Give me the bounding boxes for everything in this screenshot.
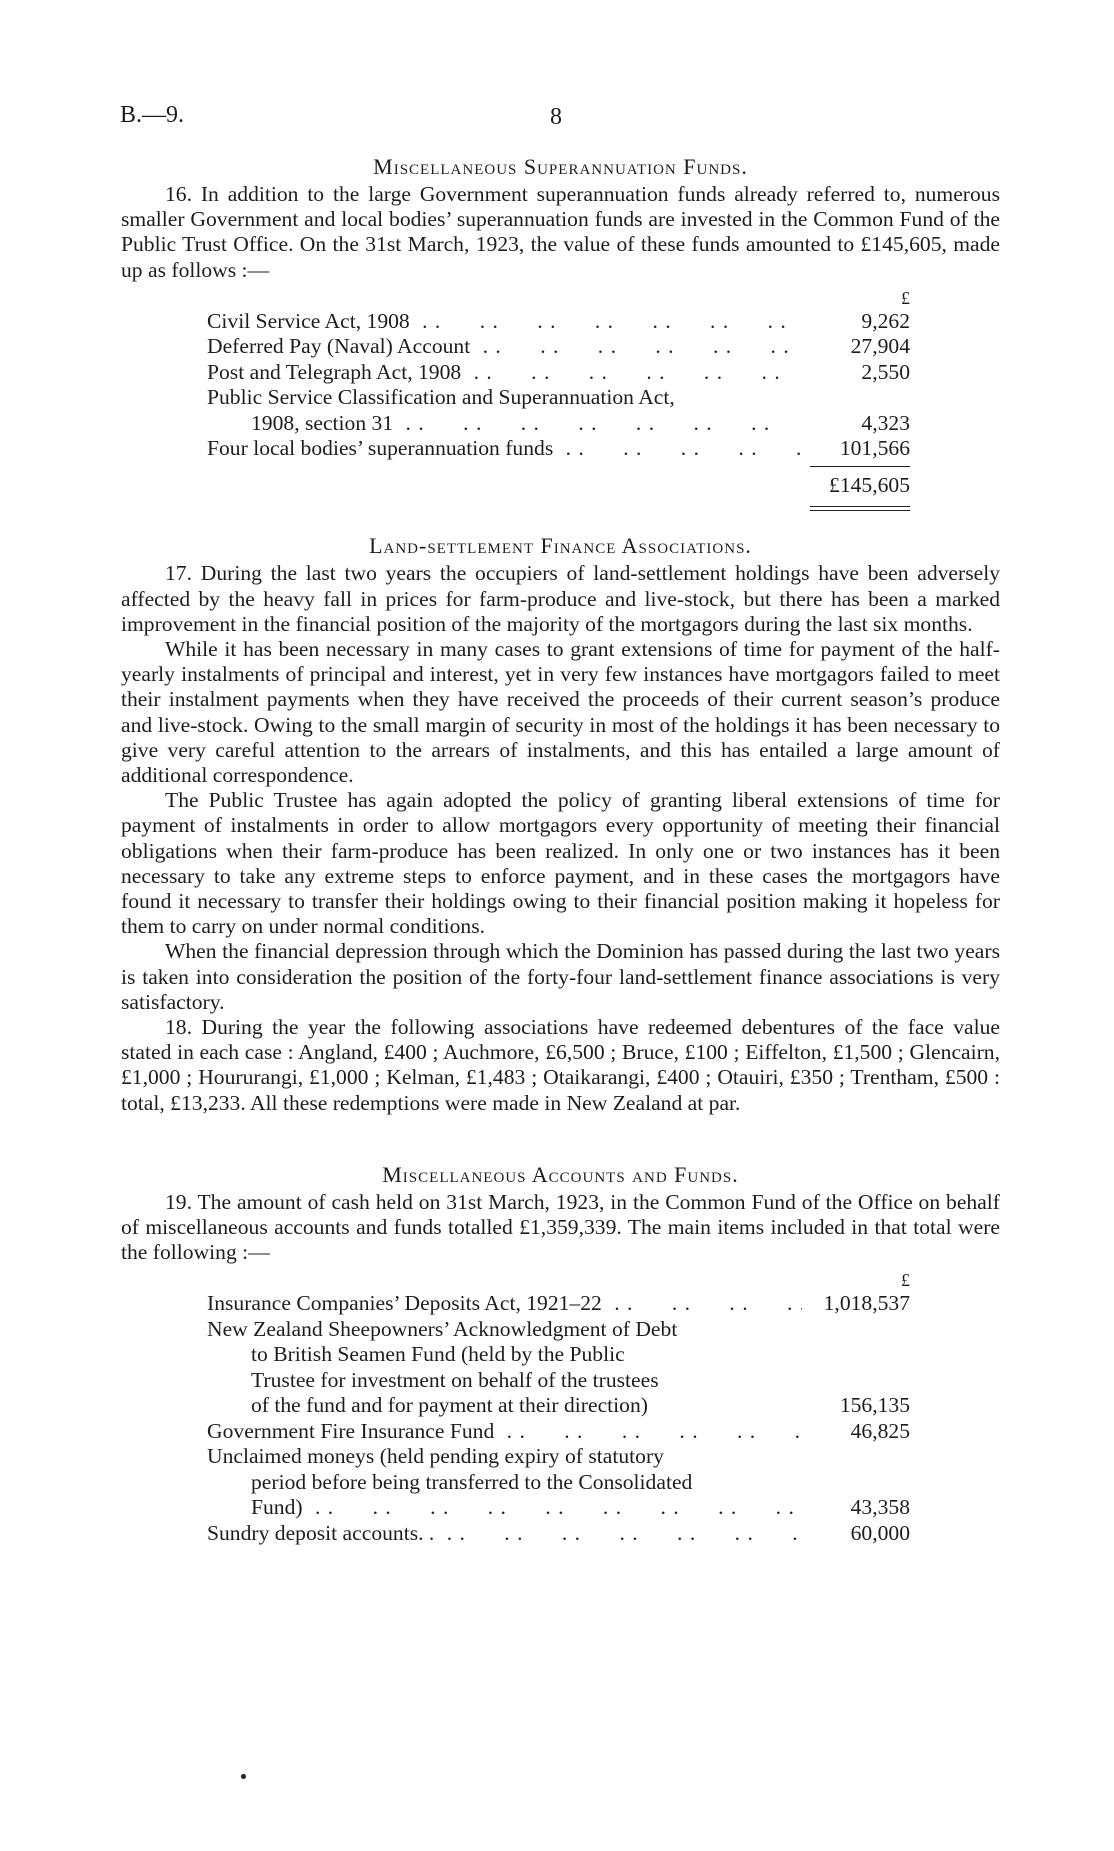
- currency-symbol: £: [901, 287, 910, 308]
- total-amount: £145,605: [829, 472, 910, 497]
- row-label: Sundry deposit accounts. .: [207, 1521, 440, 1545]
- table-row: [207, 1495, 910, 1521]
- table-row: [207, 411, 910, 437]
- table-row: [207, 385, 910, 411]
- row-amount: 9,262: [861, 308, 910, 333]
- table-row: [207, 1444, 910, 1470]
- superannuation-funds-table: [207, 287, 910, 512]
- row-amount: 27,904: [850, 334, 910, 359]
- row-label: Unclaimed moneys (held pending expiry of statutory: [207, 1444, 670, 1468]
- table-row: [207, 1291, 910, 1317]
- table-row: [207, 1368, 910, 1394]
- row-label: Civil Service Act, 1908: [207, 309, 416, 333]
- table-row: [207, 360, 910, 386]
- row-label: Government Fire Insurance Fund: [207, 1419, 500, 1443]
- row-label: 1908, section 31: [251, 411, 399, 435]
- paragraph-17: 17. During the last two years the occupiers of land-settlement holdings have been adversely affected by the heavy fall in prices for farm-produce and live-stock, but there has been a marked improvement in the financial position of the majority of the mortgagors during the last six months.: [121, 561, 1000, 636]
- row-label: Four local bodies’ superannuation funds: [207, 436, 559, 460]
- section-heading-misc-accounts: Miscellaneous Accounts and Funds.: [382, 1161, 739, 1187]
- row-amount: 60,000: [850, 1520, 910, 1545]
- page-content: [121, 154, 1000, 1546]
- row-label: Public Service Classification and Superannuation Act,: [207, 385, 681, 409]
- ink-speck: [241, 1774, 246, 1779]
- row-amount: 1,018,537: [823, 1291, 910, 1316]
- section-heading-superannuation: Miscellaneous Superannuation Funds.: [373, 154, 748, 179]
- table-row: [207, 436, 910, 462]
- row-label: New Zealand Sheepowners’ Acknowledgment of Debt: [207, 1317, 683, 1341]
- row-amount: 101,566: [839, 436, 910, 461]
- row-label: Trustee for investment on behalf of the trustees: [251, 1368, 665, 1392]
- paragraph-16: 16. In addition to the large Government superannuation funds already referred to, numerous smaller Government and local bodies’ superannuation funds are invested in the Common Fund of the Public Trust Office. On the 31st March, 1923, the value of these funds amounted to £145,605, made up as follows :—: [121, 182, 1000, 282]
- row-amount: 46,825: [850, 1418, 910, 1443]
- currency-symbol: £: [901, 1270, 910, 1291]
- paragraph-17-d: When the financial depression through which the Dominion has passed during the last two years is taken into consideration the position of the forty-four land-settlement finance associations is very satisfactory.: [121, 939, 1000, 1014]
- table-row: [207, 309, 910, 335]
- table-row: [207, 1419, 910, 1445]
- row-label: to British Seamen Fund (held by the Public: [251, 1342, 631, 1366]
- row-label: Fund): [251, 1495, 309, 1519]
- row-amount: 156,135: [839, 1393, 910, 1418]
- table-row: [207, 1521, 910, 1547]
- row-amount: 4,323: [861, 410, 910, 435]
- table-row: [207, 1470, 910, 1496]
- row-amount: 43,358: [850, 1495, 910, 1520]
- row-label: period before being transferred to the Consolidated: [251, 1470, 698, 1494]
- table-row: [207, 1317, 910, 1343]
- row-label: of the fund and for payment at their direction): [251, 1393, 654, 1417]
- page-number: 8: [550, 104, 562, 130]
- table-row: [207, 1342, 910, 1368]
- document-reference: B.—9.: [120, 102, 185, 128]
- paragraph-17-b: While it has been necessary in many cases to grant extensions of time for payment of the half-yearly instalments of principal and interest, yet in very few instances have mortgagors failed to meet their instalment payments when they have received the proceeds of their current season’s produce and live-stock. Owing to the small margin of security in most of the holdings it has been necessary to give very careful attention to the arrears of instalments, and this has entailed a large amount of additional correspondence.: [121, 636, 1000, 787]
- paragraph-18: 18. During the year the following associations have redeemed debentures of the face value stated in each case : Angland, £400 ; Auchmore, £6,500 ; Bruce, £100 ; Eiffelton, £1,500 ; Glencairn, £1,000 ; Hoururangi, £1,000 ; Kelman, £1,483 ; Otaikarangi, £400 ; Otauiri, £350 ; Trentham, £500 : total, £13,233. All these redemptions were made in New Zealand at par.: [121, 1014, 1000, 1115]
- row-label: Post and Telegraph Act, 1908: [207, 360, 467, 384]
- paragraph-17-c: The Public Trustee has again adopted the policy of granting liberal extensions of time for payment of instalments in order to allow mortgagors every opportunity of meeting their financial obligations when their farm-produce has been realized. In only one or two instances has it been necessary to take any extreme steps to enforce payment, and in these cases the mortgagors have found it necessary to transfer their holdings owing to their financial position making it hopeless for them to carry on under normal conditions.: [121, 788, 1000, 939]
- table-row: [207, 334, 910, 360]
- row-label: Deferred Pay (Naval) Account: [207, 334, 476, 358]
- misc-accounts-table: [207, 1269, 910, 1546]
- row-label: Insurance Companies’ Deposits Act, 1921–22: [207, 1291, 608, 1315]
- table-row: [207, 1393, 910, 1419]
- section-heading-land-settlement: Land-settlement Finance Associations.: [369, 533, 752, 559]
- total-row: [207, 467, 910, 499]
- row-amount: 2,550: [861, 359, 910, 384]
- paragraph-19: 19. The amount of cash held on 31st March, 1923, in the Common Fund of the Office on behalf of miscellaneous accounts and funds totalled £1,359,339. The main items included in that total were the following :—: [121, 1189, 1000, 1265]
